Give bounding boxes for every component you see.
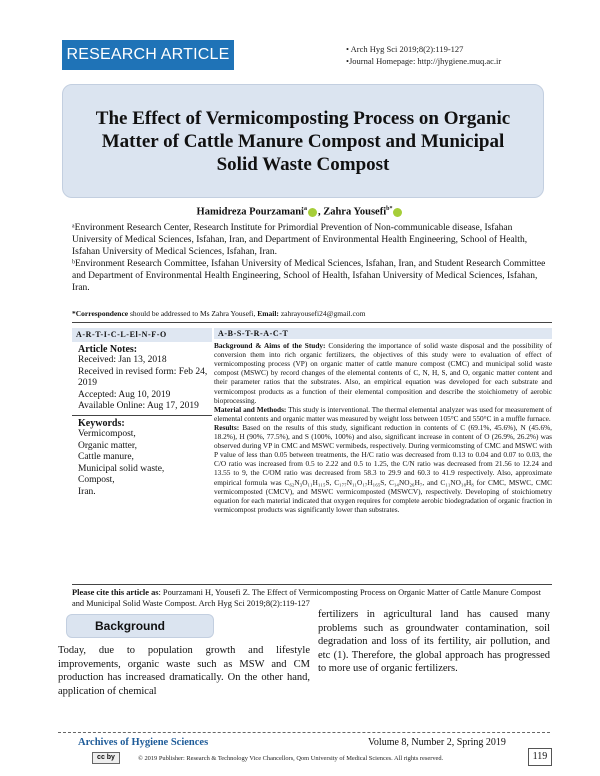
abstract-label: Background & Aims of the Study:	[214, 341, 326, 351]
abstract-results	[214, 423, 552, 514]
article-info	[72, 328, 212, 498]
email-address[interactable]: zahrayousefi24@gmail.com	[278, 309, 366, 318]
article-type-badge: RESEARCH ARTICLE	[62, 40, 234, 70]
author-name: Zahra Yousefi	[323, 206, 387, 218]
abstract	[214, 328, 552, 514]
copyright-notice: © 2019 Publisher: Research & Technology Vice Chancellors, Qom University of Medical Sciences. All rights reserved.	[138, 755, 444, 762]
cite-as	[72, 588, 552, 609]
correspondence-label: *Correspondence	[72, 309, 129, 318]
keyword: Organic matter,	[78, 440, 138, 451]
abstract-heading: A-B-S-T-R-A-C-T	[214, 328, 552, 339]
affiliations	[72, 222, 552, 294]
author-separator: ,	[317, 206, 324, 218]
abstract-text: Based on the results of this study, significant reduction in contents of C (69.1%, 45.6%), N (45.6%, 18.2%), H (90%, 77.5%), and S (100%, 100%) and also, significant increase in content of O (26.9%, 26.2%) was observed during VP in CMC and MSWC vermibeds, respectively. During vermicomsting of CMC and MSWC with P value of less than 0.05 between treatments, the H/C ratio was decreased from 0.13 to 0.04 and 0.07 to 0.03, the C/O ratio was increased from 0.5 to 2.22 and 0.5 to 1.25, the C/N ratio was decreased from 21.56 to 12.24 and 13.55 to 9, the C/OM ratio was decreased from 58.3 to 29.9 and 60.3 to 41.9 respectively. Also, approximate empirical formula was C₆₂N₃O₁₁H₁₁₅S, C₁₇₇N₁₁O₁₇H₁₆₅S, C₁₄NO₂₆H₇, and C₁₁NO₁₈H₈ for CMC, MSWC, CMC vermicomposted (CMCV), and MSWC vermicomposted (MSWCV), respectively. Developing of stoichiometry equation for each material indicated that oxygen requires for complete aerobic biodegradation of organic fraction in vermicompost products was significantly lower than substrates.	[214, 422, 552, 514]
author-name: Hamidreza Pourzamani	[196, 206, 304, 218]
article-note: Accepted: Aug 10, 2019	[78, 389, 171, 400]
body-column-left: Today, due to population growth and lifestyle improvements, organic waste such as MSW and CM production has increased dramatically. On the other hand, application of chemical	[58, 645, 310, 697]
article-note: Received in revised form: Feb 24, 2019	[78, 366, 208, 388]
article-notes-heading: Article Notes:	[78, 343, 138, 355]
footer-journal-name: Archives of Hygiene Sciences	[78, 737, 209, 748]
keywords-heading: Keywords:	[78, 417, 125, 429]
cc-license-icon[interactable]: cc by	[92, 752, 120, 764]
footer-divider	[58, 732, 550, 733]
article-info-heading: A-R-T-I-C-L-El-N-F-O	[72, 328, 212, 342]
page-number: 119	[528, 748, 552, 766]
keyword: Compost,	[78, 475, 115, 485]
author-line	[0, 206, 600, 218]
cite-label: Please cite this article as	[72, 588, 159, 597]
cite-text: : Pourzamani H, Yousefi Z. The Effect of Vermicomposting Process on Organic Matter of Cattle Manure Compost and Municipal Solid Waste Compost. Arch Hyg Sci 2019;8(2):119-127	[72, 588, 541, 608]
divider	[72, 415, 212, 416]
citation-line: • Arch Hyg Sci 2019;8(2):119-127	[346, 44, 464, 54]
author-affil-sup: a	[303, 206, 307, 212]
section-heading: Background	[66, 614, 214, 638]
divider	[72, 322, 552, 323]
correspondence	[72, 309, 552, 318]
journal-meta	[346, 43, 501, 67]
article-note: Available Online: Aug 17, 2019	[78, 401, 199, 411]
abstract-text: This study is interventional. The thermal elemental analyzer was used for measurement of elemental contents and organic matter was measured by weight loss between 105°C and 550°C in a muffle furnace.	[214, 404, 552, 423]
email-label: Email:	[257, 309, 279, 318]
abstract-text: Considering the importance of solid waste disposal and the possibility of conversion them into rich organic fertilizers, the objectives of this study were to evaluation of effect of vermicomposting process (VP) on organic matter of cattle manure compost (CMC) and municipal solid waste compost (MSWC) by record changes of the elemental contents of C, N, H, S, and O, organic matter content and their parameter ratios that the substrates. Also, an empirical equation was developed for each substrate and vermicompost products as a function of their elemental composition and describe the stoichiometry of aerobic bioprocessing.	[214, 341, 552, 405]
article-note: Received: Jan 13, 2018	[78, 355, 167, 365]
divider	[72, 584, 552, 585]
footer-volume: Volume 8, Number 2, Spring 2019	[368, 737, 506, 748]
author-affil-sup: b*	[386, 206, 393, 212]
orcid-icon[interactable]	[308, 208, 317, 217]
affiliation: ᵇEnvironment Research Committee, Isfahan University of Medical Sciences, Isfahan, Iran, and Student Research Committee and Department of Environmental Health Engineering, School of Health, Isfahan University of Medical Sciences, Isfahan, Iran.	[72, 259, 546, 293]
keyword: Iran.	[78, 486, 96, 497]
abstract-label: Material and Methods:	[214, 404, 287, 414]
keyword: Municipal solid waste,	[78, 463, 165, 474]
body-column-right: fertilizers in agricultural land has caused many problems such as groundwater contamination, soil degradation and loss of its fertility, air pollution, and etc (1). Therefore, the global approach has progressed to more use of organic fertilizers.	[318, 609, 550, 675]
keyword: Cattle manure,	[78, 452, 134, 462]
correspondence-text: should be addressed to Ms Zahra Yousefi,	[128, 309, 258, 318]
homepage-line[interactable]: •Journal Homepage: http://jhygiene.muq.ac.ir	[346, 56, 502, 66]
abstract-background	[214, 341, 552, 405]
abstract-label: Results:	[214, 422, 240, 432]
orcid-icon[interactable]	[393, 208, 402, 217]
affiliation: ᵃEnvironment Research Center, Research Institute for Primordial Prevention of Non-communicable disease, Isfahan University of Medical Sciences, Isfahan, Iran, and Department of Environmental Health Engineering, School of Health, Isfahan University of Medical Sciences, Isfahan, Iran.	[72, 223, 528, 257]
abstract-methods	[214, 405, 552, 423]
keywords-list	[72, 429, 212, 498]
paper-title: The Effect of Vermicomposting Process on Organic Matter of Cattle Manure Compost and Municipal Solid Waste Compost	[95, 107, 511, 175]
article-notes-list	[72, 355, 212, 413]
keyword: Vermicompost,	[78, 429, 136, 439]
title-box	[62, 84, 544, 198]
